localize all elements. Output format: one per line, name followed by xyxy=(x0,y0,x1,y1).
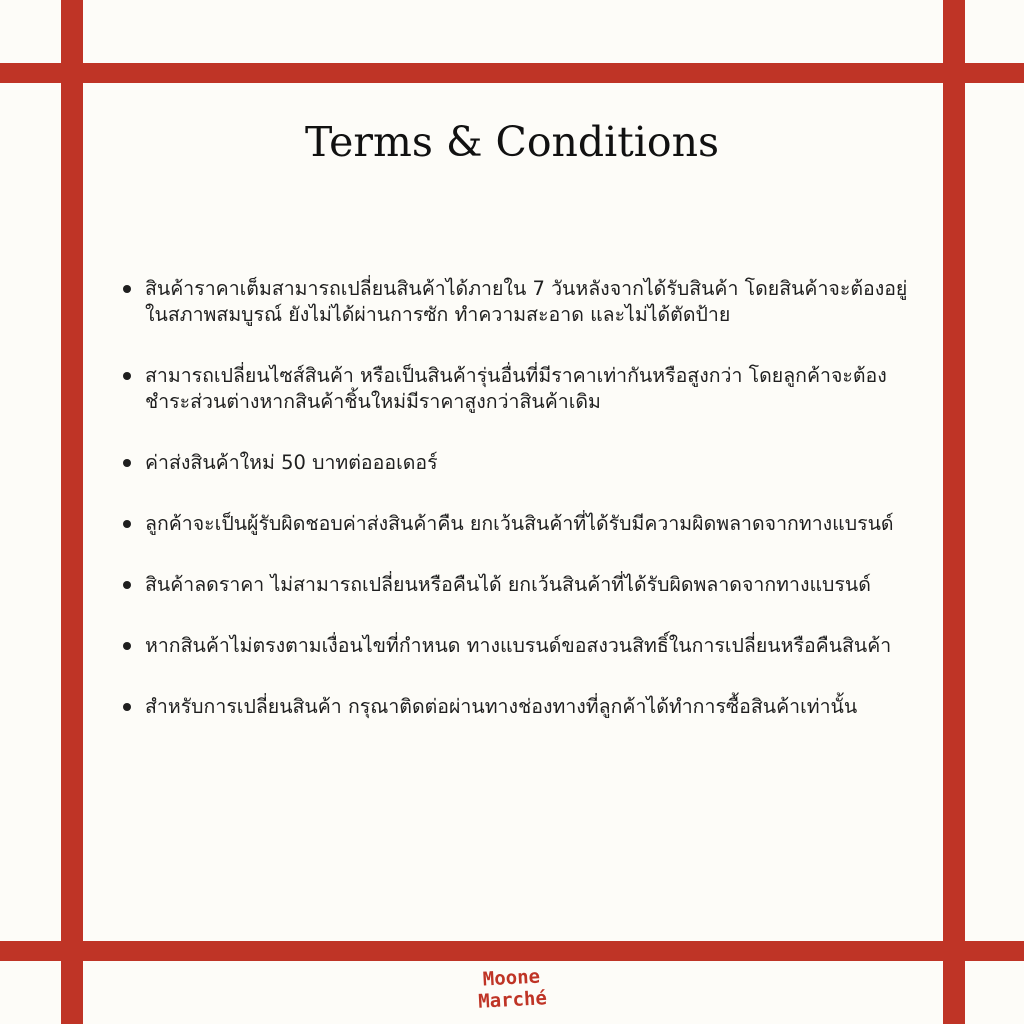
term-text: หากสินค้าไม่ตรงตามเงื่อนไขที่กำหนด ทางแบรนด์ขอสงวนสิทธิ์ในการเปลี่ยนหรือคืนสินค้า xyxy=(145,634,892,657)
term-item xyxy=(145,694,923,720)
brand-logo-line2: Marché xyxy=(477,987,548,1013)
term-text: สินค้าลดราคา ไม่สามารถเปลี่ยนหรือคืนได้ ยกเว้นสินค้าที่ได้รับผิดพลาดจากทางแบรนด์ xyxy=(145,573,871,596)
term-item xyxy=(145,363,923,415)
term-text: สามารถเปลี่ยนไซส์สินค้า หรือเป็นสินค้ารุ่นอื่นที่มีราคาเท่ากันหรือสูงกว่า โดยลูกค้าจะต้องชำระส่วนต่างหากสินค้าชิ้นใหม่มีราคาสูงกว่าสินค้าเดิม xyxy=(145,364,887,413)
terms-list xyxy=(145,276,923,755)
bullet-icon xyxy=(123,520,131,528)
term-item xyxy=(145,633,923,659)
brand-logo xyxy=(461,964,563,1013)
term-item xyxy=(145,572,923,598)
term-text: สินค้าราคาเต็มสามารถเปลี่ยนสินค้าได้ภายใน 7 วันหลังจากได้รับสินค้า โดยสินค้าจะต้องอยู่ในสภาพสมบูรณ์ ยังไม่ได้ผ่านการซัก ทำความสะอาด และไม่ได้ตัดป้าย xyxy=(145,277,908,326)
term-item xyxy=(145,276,923,328)
term-text: ค่าส่งสินค้าใหม่ 50 บาทต่อออเดอร์ xyxy=(145,451,438,474)
bullet-icon xyxy=(123,703,131,711)
term-text: ลูกค้าจะเป็นผู้รับผิดชอบค่าส่งสินค้าคืน ยกเว้นสินค้าที่ได้รับมีความผิดพลาดจากทางแบรนด์ xyxy=(145,512,894,535)
bullet-icon xyxy=(123,285,131,293)
frame-stripe-top xyxy=(0,63,1024,83)
bullet-icon xyxy=(123,372,131,380)
page-title: Terms & Conditions xyxy=(304,118,720,166)
brand-logo-line1: Moone xyxy=(482,965,541,991)
bullet-icon xyxy=(123,459,131,467)
bullet-icon xyxy=(123,581,131,589)
term-text: สำหรับการเปลี่ยนสินค้า กรุณาติดต่อผ่านทางช่องทางที่ลูกค้าได้ทำการซื้อสินค้าเท่านั้น xyxy=(145,695,858,718)
term-item xyxy=(145,450,923,476)
frame-stripe-bottom xyxy=(0,941,1024,961)
term-item xyxy=(145,511,923,537)
bullet-icon xyxy=(123,642,131,650)
